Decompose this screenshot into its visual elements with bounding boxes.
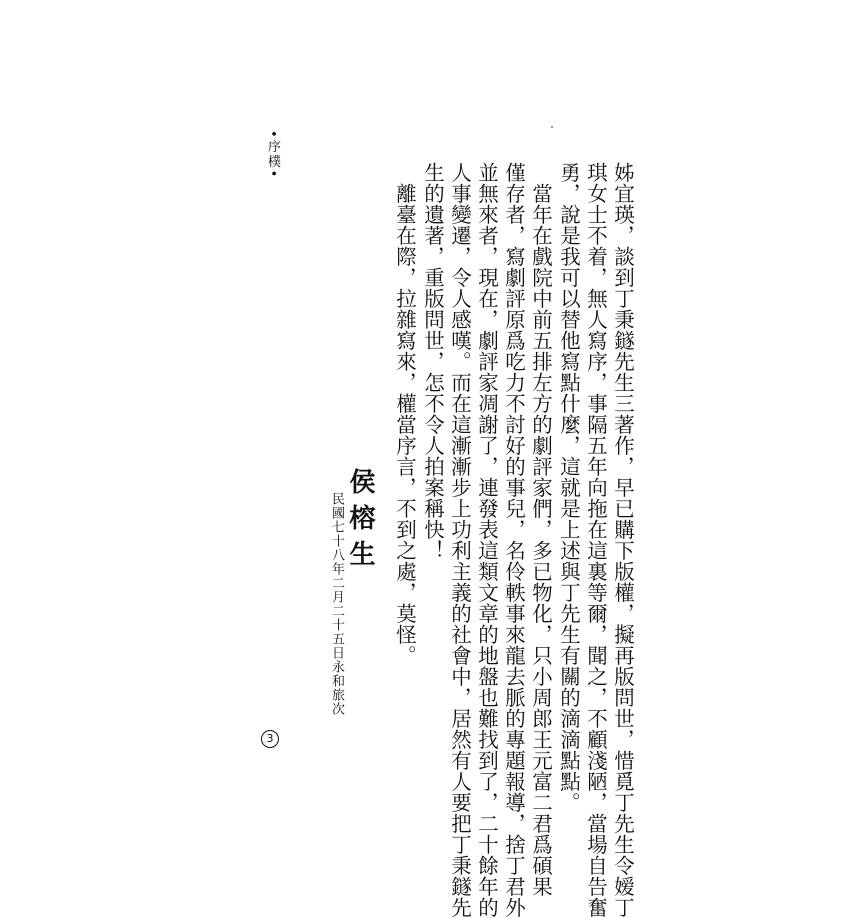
text-column: 勇，說是我可以替他寫點什麼，這就是上述與丁先生有關的滴滴點點。 [556,162,581,813]
text-column: 琪女士不着，無人寫序，事隔五年向拖在這裏等爾，聞之，不顧淺陋，當場自告奮 [583,162,608,918]
paper-speck [551,126,553,128]
text-column: 生的遺著，重版問世，怎不令人拍案稱快！ [420,162,445,561]
text-column: 並無來者，現在，劇評家凋謝了，連發表這類文章的地盤也難找到了，二十餘年的 [474,162,499,918]
text-column: 當年在戲院中前五排左方的劇評家們，多已物化，只小周郎王元富二君爲碩果 [528,162,553,897]
page-number: 3 [261,730,279,748]
text-column: 離臺在際，拉雜寫來，權當序言，不到之處，莫怪。 [392,162,417,666]
text-column: 僅存者，寫劇評原爲吃力不討好的事兒，名伶軼事來龍去脈的專題報導，捨丁君外 [501,162,526,918]
text-column: 人事變遷，令人感嘆。而在這漸漸步上功利主義的社會中，居然有人要把丁秉鐩先 [447,162,472,918]
author-signature: 侯榕生 [345,468,375,576]
text-column: 姊宜瑛，談到丁秉鐩先生三著作，早已購下版權，擬再版問世，惜覓丁先生令嫒丁 [610,162,635,918]
running-header: •序樸• [265,130,280,180]
dateline: 民國七十八年二月二十五日永和旅次 [329,492,344,716]
